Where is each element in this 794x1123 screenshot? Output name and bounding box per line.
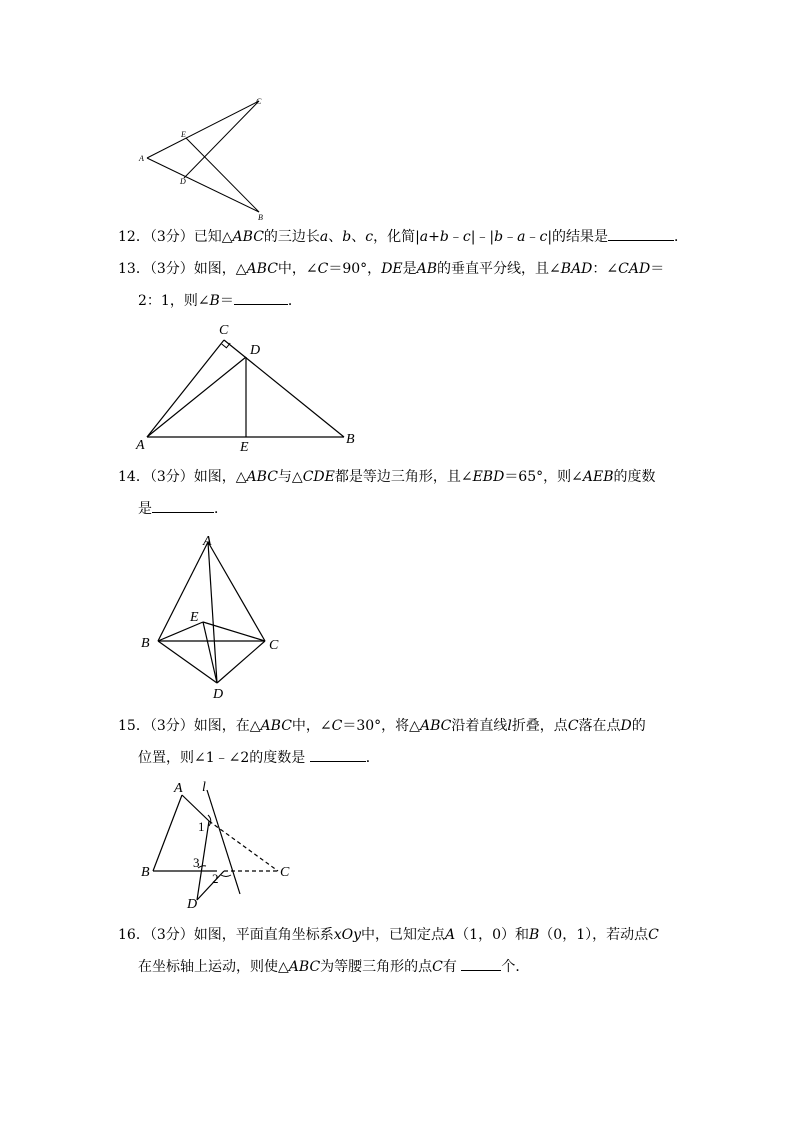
question-13 bbox=[118, 260, 664, 278]
q12-var: c bbox=[462, 229, 471, 245]
q15-text: 落在点 bbox=[578, 718, 621, 734]
q13-text: 的垂直平分线，且∠ bbox=[437, 261, 561, 277]
q14-answer-blank[interactable] bbox=[152, 500, 214, 513]
label-c: C bbox=[269, 638, 279, 653]
q12-number: 12． bbox=[118, 229, 150, 245]
q15-text: ． bbox=[365, 750, 380, 766]
q13-answer-blank[interactable] bbox=[234, 292, 288, 305]
q16-text: 有 bbox=[442, 959, 457, 975]
q13-text: 是 bbox=[402, 261, 417, 277]
q12-var: ABC bbox=[232, 229, 264, 245]
q12-var: c bbox=[365, 229, 374, 245]
q15-var: C bbox=[331, 718, 343, 734]
figure-q13 bbox=[130, 318, 370, 458]
q14-var: CDE bbox=[302, 469, 335, 485]
label-a: A bbox=[136, 438, 145, 453]
question-16 bbox=[118, 926, 659, 944]
q15-var: ABC bbox=[419, 718, 452, 734]
q12-var: c bbox=[539, 229, 548, 245]
q14-text: 与△ bbox=[277, 469, 303, 485]
q12-var: a bbox=[319, 229, 329, 245]
q12-text: 的三边长 bbox=[263, 229, 320, 245]
q14-var: AEB bbox=[582, 469, 614, 485]
label-d: D bbox=[187, 897, 198, 912]
q12-var: a bbox=[419, 229, 429, 245]
label-c: C bbox=[256, 97, 262, 106]
q13-text: ＝90°， bbox=[328, 261, 382, 277]
q12-text: ． bbox=[674, 229, 689, 245]
q16-text: 个． bbox=[501, 959, 530, 975]
label-b: B bbox=[346, 432, 355, 447]
label-l: l bbox=[202, 780, 206, 795]
label-c: C bbox=[219, 323, 229, 338]
label-a: A bbox=[203, 534, 212, 549]
q12-var: b bbox=[439, 229, 449, 245]
q13-text: 中，∠ bbox=[277, 261, 318, 277]
q14-text: 如图，△ bbox=[193, 469, 247, 485]
q14-var: EBD bbox=[472, 469, 505, 485]
q16-score: （3分） bbox=[149, 927, 194, 943]
q13-text: ＝ bbox=[650, 261, 665, 277]
q12-var: a bbox=[517, 229, 526, 245]
q16-var: ABC bbox=[288, 959, 321, 975]
figure-q15 bbox=[135, 776, 305, 916]
q12-text: + bbox=[428, 229, 440, 245]
q14-text: 都是等边三角形，且∠ bbox=[334, 469, 473, 485]
q15-text: 的 bbox=[631, 718, 646, 734]
q15-text: ＝30°，将△ bbox=[342, 718, 420, 734]
label-d: D bbox=[250, 343, 261, 358]
q13-text: ：∠ bbox=[592, 261, 619, 277]
q16-number: 16． bbox=[118, 927, 150, 943]
q12-text: 已知△ bbox=[193, 229, 233, 245]
q13-var: B bbox=[209, 293, 220, 309]
label-a: A bbox=[174, 781, 183, 796]
q15-var: C bbox=[567, 718, 579, 734]
q13-var: DE bbox=[381, 261, 403, 277]
q15-var: D bbox=[620, 718, 632, 734]
q14-text: 的度数 bbox=[613, 469, 656, 485]
q16-var: xOy bbox=[333, 927, 362, 943]
label-b: B bbox=[141, 865, 150, 880]
question-15-line-2 bbox=[138, 749, 380, 767]
label-b: B bbox=[258, 213, 263, 222]
q13-text: ． bbox=[287, 293, 302, 309]
q14-text: 是 bbox=[138, 501, 152, 517]
q12-text: ，化简| bbox=[373, 229, 420, 245]
q13-number: 13． bbox=[118, 261, 150, 277]
q12-var: b bbox=[342, 229, 352, 245]
question-14 bbox=[118, 468, 655, 486]
label-c: C bbox=[280, 865, 290, 880]
q16-text: 为等腰三角形的点 bbox=[320, 959, 433, 975]
label-e: E bbox=[190, 610, 199, 625]
q16-var: C bbox=[648, 927, 659, 943]
q16-text: 中，已知定点 bbox=[361, 927, 446, 943]
q13-text: ＝ bbox=[219, 293, 234, 309]
q16-text: （1，0）和 bbox=[455, 927, 529, 943]
question-13-line-2 bbox=[138, 292, 302, 310]
q13-var: BAD bbox=[560, 261, 593, 277]
label-d: D bbox=[213, 687, 224, 702]
q13-var: ABC bbox=[246, 261, 278, 277]
q15-score: （3分） bbox=[149, 718, 194, 734]
label-angle-2: 2 bbox=[212, 871, 219, 886]
label-e: E bbox=[181, 130, 186, 139]
q15-text: 沿着直线 bbox=[451, 718, 508, 734]
q14-text: ． bbox=[214, 501, 228, 517]
q16-text: 如图，平面直角坐标系 bbox=[193, 927, 334, 943]
q12-score: （3分） bbox=[149, 229, 194, 245]
figure-q14 bbox=[135, 528, 295, 708]
q13-score: （3分） bbox=[149, 261, 194, 277]
label-e: E bbox=[240, 440, 249, 455]
q15-var: l bbox=[507, 718, 512, 734]
q15-text: 位置，则∠1﹣∠2的度数是 bbox=[138, 750, 306, 766]
question-12 bbox=[118, 228, 688, 246]
q16-text: 在坐标轴上运动，则使△ bbox=[138, 959, 289, 975]
q13-var: C bbox=[317, 261, 329, 277]
q14-var: ABC bbox=[246, 469, 278, 485]
question-14-line-2 bbox=[138, 500, 228, 518]
q16-var: B bbox=[529, 927, 540, 943]
question-15 bbox=[118, 717, 646, 735]
q14-number: 14． bbox=[118, 469, 150, 485]
q16-text: （0，1），若动点 bbox=[539, 927, 649, 943]
label-a: A bbox=[139, 154, 144, 163]
q15-var: ABC bbox=[260, 718, 292, 734]
q12-text: 、 bbox=[328, 229, 343, 245]
q15-text: 如图，在△ bbox=[193, 718, 261, 734]
q15-number: 15． bbox=[118, 718, 150, 734]
q15-text: 折叠，点 bbox=[511, 718, 568, 734]
q15-answer-blank[interactable] bbox=[310, 749, 366, 762]
q13-var: CAD bbox=[618, 261, 651, 277]
q12-text: ﹣ bbox=[503, 229, 518, 245]
q12-text: |﹣| bbox=[470, 229, 495, 245]
label-d: D bbox=[180, 177, 186, 186]
q12-text: ﹣ bbox=[525, 229, 540, 245]
q12-answer-blank[interactable] bbox=[608, 228, 674, 241]
label-angle-3: 3 bbox=[193, 855, 200, 870]
q13-text: 2：1，则∠ bbox=[138, 293, 210, 309]
q12-text: |的结果是 bbox=[547, 229, 609, 245]
q12-text: 、 bbox=[351, 229, 366, 245]
figure-q11 bbox=[135, 95, 275, 225]
q13-text: 如图，△ bbox=[193, 261, 247, 277]
label-b: B bbox=[141, 636, 150, 651]
q13-var: AB bbox=[416, 261, 438, 277]
q16-answer-blank[interactable] bbox=[461, 958, 501, 971]
q12-var: b bbox=[494, 229, 504, 245]
q12-text: ﹣ bbox=[448, 229, 463, 245]
q16-var: C bbox=[432, 959, 443, 975]
q16-var: A bbox=[445, 927, 456, 943]
q14-score: （3分） bbox=[149, 469, 194, 485]
label-angle-1: 1 bbox=[198, 819, 205, 834]
question-16-line-2 bbox=[138, 958, 529, 976]
q14-text: ＝65°，则∠ bbox=[504, 469, 583, 485]
q15-text: 中，∠ bbox=[291, 718, 332, 734]
